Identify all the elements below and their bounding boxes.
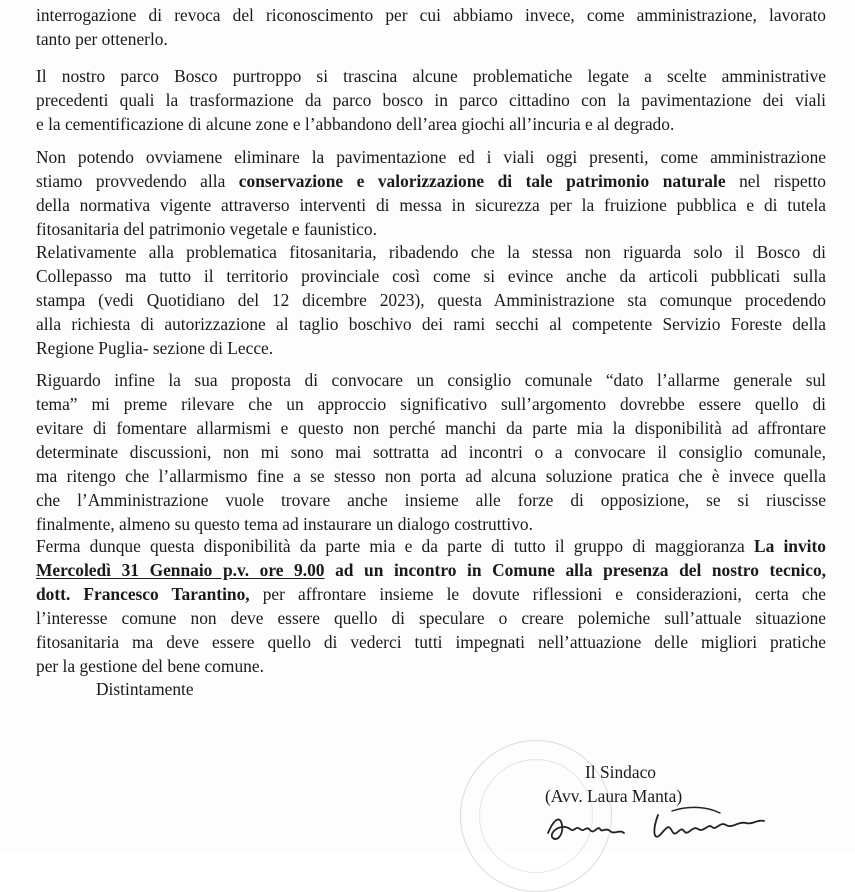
bold-phrase-conservazione: conservazione e valorizzazione di tale patrimonio naturale	[238, 171, 726, 191]
text-line: determinate discussioni, non mi sono mai sottratta ad incontri o a convocare il consiglio comunale,	[36, 442, 826, 462]
text-line: Non potendo ovviamene eliminare la pavimentazione ed i viali oggi presenti, come amministrazione	[36, 147, 826, 167]
text-segment: per affrontare insieme le dovute riflessioni e considerazioni, certa che	[249, 584, 826, 604]
signatory-title: Il Sindaco	[585, 762, 656, 782]
text-line: Regione Puglia- sezione di Lecce.	[36, 338, 274, 358]
text-line: tanto per ottenerlo.	[36, 29, 168, 49]
text-line: stampa (vedi Quotidiano del 12 dicembre 2023), questa Amministrazione sta comunque procedendo	[36, 290, 826, 310]
text-segment: nel rispetto	[725, 171, 826, 191]
signatory-name: (Avv. Laura Manta)	[545, 786, 683, 806]
text-line: l’interesse comune non deve essere quello di speculare o creare polemiche sull’attuale situazione	[36, 608, 826, 628]
text-line: evitare di fomentare allarmismi e questo non perché manchi da parte mia la disponibilità ad affrontare	[36, 418, 826, 438]
paragraph-fitosanitaria	[36, 240, 826, 360]
text-segment: stiamo provvedendo alla	[36, 171, 239, 191]
paragraph-parco-bosco	[36, 64, 826, 136]
text-line: e la cementificazione di alcune zone e l’abbandono dell’area giochi all’incuria e al degrado.	[36, 114, 675, 134]
text-line: finalmente, almeno su questo tema ad instaurare un dialogo costruttivo.	[36, 514, 533, 534]
text-line: precedenti quali la trasformazione da parco bosco in parco cittadino con la pavimentazione dei viali	[36, 90, 826, 110]
text-line: interrogazione di revoca del riconoscimento per cui abbiamo invece, come amministrazione, lavorato	[36, 5, 826, 25]
bold-phrase-la-invito: La invito	[753, 536, 826, 556]
text-line: tema” mi preme rilevare che un approccio significativo sull’argomento dovrebbe essere quello di	[36, 394, 826, 414]
paragraph-revoca	[36, 3, 826, 51]
closing-salutation: Distintamente	[96, 679, 194, 699]
text-line: fitosanitaria ma deve essere quello di vederci tutti impegnati nell’attuazione delle migliori pratiche	[36, 632, 826, 652]
text-line: Collepasso ma tutto il territorio provinciale così come si evince anche da articoli pubblicati sulla	[36, 266, 826, 286]
text-line: della normativa vigente attraverso interventi di messa in sicurezza per la fruizione pubblica e di tutela	[36, 195, 826, 215]
paragraph-invito	[36, 534, 826, 678]
text-line: ma ritengo che l’allarmismo fine a se stesso non porta ad alcuna soluzione pratica che è invece quella	[36, 466, 826, 486]
text-line	[36, 169, 826, 193]
text-line	[36, 558, 826, 582]
text-line	[36, 534, 826, 558]
meeting-date: Mercoledì 31 Gennaio p.v. ore 9.00	[36, 560, 325, 580]
text-line: fitosanitaria del patrimonio vegetale e faunistico.	[36, 219, 377, 239]
bold-phrase-tecnico: dott. Francesco Tarantino,	[36, 584, 250, 604]
text-line: Relativamente alla problematica fitosanitaria, ribadendo che la stessa non riguarda solo il Bosco di	[36, 242, 826, 262]
text-line	[36, 582, 826, 606]
paragraph-consiglio-comunale	[36, 368, 826, 536]
handwritten-signature-icon	[540, 795, 780, 853]
text-line: Il nostro parco Bosco purtroppo si trascina alcune problematiche legate a scelte amministrative	[36, 66, 826, 86]
text-line: Riguardo infine la sua proposta di convocare un consiglio comunale “dato l’allarme generale sul	[36, 370, 826, 390]
paragraph-pavimentazione	[36, 145, 826, 241]
bold-phrase-incontro: ad un incontro in Comune alla presenza del nostro tecnico,	[324, 560, 826, 580]
text-line: che l’Amministrazione vuole trovare anche insieme alle forze di opposizione, se si riuscisse	[36, 490, 826, 510]
text-segment: Ferma dunque questa disponibilità da parte mia e da parte di tutto il gruppo di maggioranza	[36, 536, 754, 556]
text-line: per la gestione del bene comune.	[36, 656, 264, 676]
text-line: alla richiesta di autorizzazione al taglio boschivo dei rami secchi al competente Servizio Foreste della	[36, 314, 826, 334]
